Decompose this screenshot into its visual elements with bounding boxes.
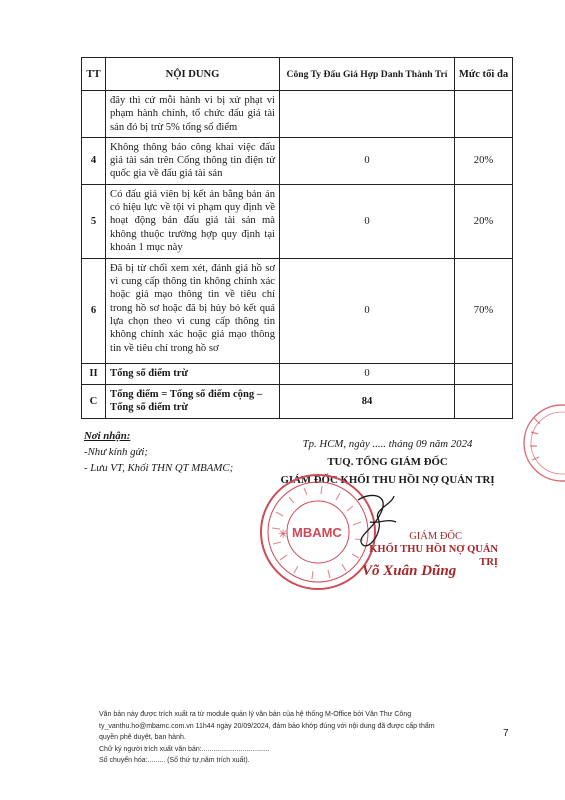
table-header-row (82, 58, 513, 91)
seal-title-line1: GIÁM ĐỐC (409, 531, 462, 542)
sign-position: GIÁM ĐỐC KHỐI THU HỒI NỢ QUẢN TRỊ (280, 474, 495, 486)
footer-line: Số chuyển hóa:......... (Số thứ tự,năm trích xuất). (99, 757, 250, 764)
row-tt: C (82, 384, 106, 418)
row-content: Đã bị từ chối xem xét, đánh giá hồ sơ vì cung cấp thông tin không chính xác hoặc giả mạo thông tin về tiêu chí trong hồ sơ hoặc đã bị hủy bỏ kết quả lựa chọn theo vì cung cấp thông tin không chính xác hoặc giả mạo thông tin về tiêu chí trong hồ sơ (106, 258, 280, 363)
row-tt: 6 (82, 258, 106, 363)
row-score: 0 (280, 258, 455, 363)
sign-pp: TUQ. TỔNG GIÁM ĐỐC (327, 456, 448, 468)
row-content: Không thông báo công khai việc đấu giá tài sản trên Cổng thông tin điện tử quốc gia về đấu giá tài sản (106, 137, 280, 184)
table-row (82, 363, 513, 384)
signer-name: Võ Xuân Dũng (362, 563, 457, 579)
row-max: 20% (455, 137, 513, 184)
table-row (82, 137, 513, 184)
table-row (82, 91, 513, 138)
footer-line: Văn bản này được trích xuất ra từ module quản lý văn bản của hệ thống M-Office bởi Văn Thư Công (99, 711, 412, 718)
table-row (82, 384, 513, 418)
side-seal-icon (500, 398, 565, 488)
row-tt: 5 (82, 184, 106, 258)
page-number: 7 (503, 728, 509, 739)
table-row (82, 258, 513, 363)
recipient-line: - Lưu VT, Khối THN QT MBAMC; (84, 462, 234, 474)
footer-line: ty_vanthu.ho@mbamc.com.vn 11h44 ngày 20/09/2024, đảm bảo khớp đúng với nội dung đã được cấp thẩm (99, 722, 435, 730)
row-max (455, 363, 513, 384)
recipients-block (84, 428, 233, 476)
row-max: 70% (455, 258, 513, 363)
footer-line: Chữ ký người trích xuất văn bản:................................... (99, 745, 270, 753)
seal-title-line2: KHỐI THU HỒI NỢ QUẢN TRỊ (369, 544, 498, 568)
recipient-line: -Như kính gửi; (84, 446, 148, 458)
header-content: NỘI DUNG (106, 58, 280, 91)
stamp-brand: MBAMC (292, 525, 342, 540)
row-score (280, 91, 455, 138)
row-content: Tổng điểm = Tổng số điểm cộng – Tổng số điểm trừ (106, 384, 280, 418)
row-score: 84 (280, 384, 455, 418)
sign-date: Tp. HCM, ngày ..... tháng 09 năm 2024 (302, 438, 473, 450)
svg-text:✳: ✳ (278, 527, 289, 541)
row-tt (82, 91, 106, 138)
row-content: Tổng số điểm trừ (106, 363, 280, 384)
recipients-title: Nơi nhận: (84, 430, 131, 442)
row-content: đây thì cứ mỗi hành vi bị xử phạt vi phạm hành chính, tổ chức đấu giá tài sản đó bị trừ 5% tổng số điểm (106, 91, 280, 138)
header-company: Công Ty Đấu Giá Hợp Danh Thành Trí (280, 58, 455, 91)
row-max (455, 91, 513, 138)
row-tt: II (82, 363, 106, 384)
header-max: Mức tối đa (455, 58, 513, 91)
row-score: 0 (280, 184, 455, 258)
footer-line: quyền phê duyệt, ban hành. (99, 734, 186, 741)
row-content: Có đấu giá viên bị kết án bằng bản án có hiệu lực về tội vi phạm quy định về hoạt động bán đấu giá tài sản mà không thuộc trường hợp quy định tại khoản 1 mục này (106, 184, 280, 258)
row-tt: 4 (82, 137, 106, 184)
row-max: 20% (455, 184, 513, 258)
table-row (82, 184, 513, 258)
scoring-table (81, 57, 513, 419)
row-score: 0 (280, 137, 455, 184)
footer-note (99, 709, 479, 767)
header-tt: TT (82, 58, 106, 91)
row-score: 0 (280, 363, 455, 384)
